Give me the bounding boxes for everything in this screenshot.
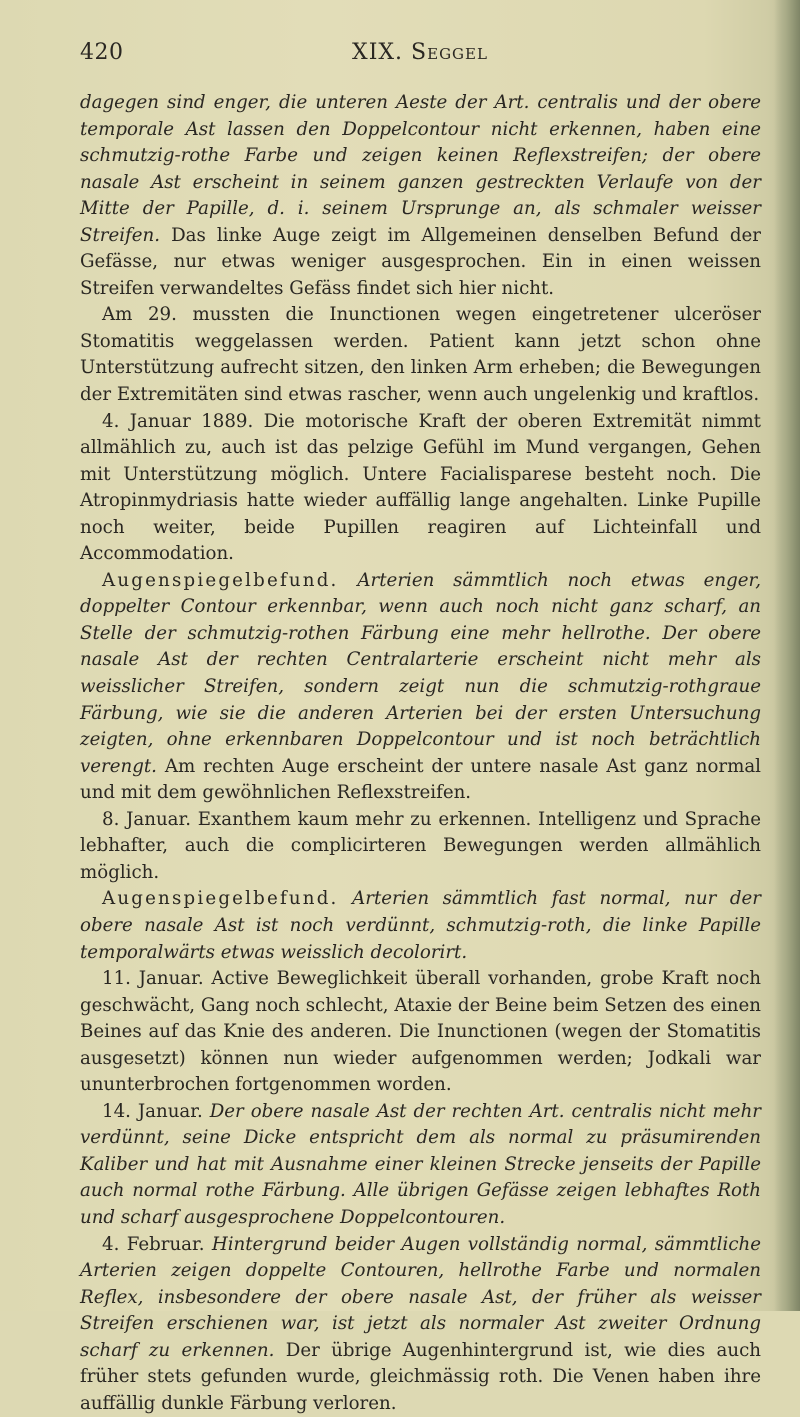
text-span: 4. Februar.: [102, 1233, 212, 1255]
spaced-heading: Augenspiegelbefund.: [102, 888, 339, 910]
body-text: [80, 90, 761, 1417]
paragraph: [80, 1232, 761, 1417]
spaced-heading: Augenspiegelbefund.: [102, 569, 339, 591]
text-span: Der übrige Augenhintergrund ist, wie dies auch früher stets gefunden wurde, gleichmässig roth. Die Venen haben ihre auffällig dunkle Färbung verloren.: [80, 1339, 761, 1414]
text-span: Am 29. mussten die Inunctionen wegen eingetretener ulceröser Stomatitis weggelassen werden. Patient kann jetzt schon ohne Unterstützung aufrecht sitzen, den linken Arm erheben; die Bewegungen der Extremitäten sind etwas rascher, wenn auch ungelenkig und kraftlos.: [80, 304, 761, 406]
paragraph: [80, 886, 761, 966]
page-edge-shadow: [774, 0, 800, 1311]
text-span: Das linke Auge zeigt im Allgemeinen denselben Befund der Gefässe, nur etwas weniger ausgesprochen. Ein in einen weissen Streifen verwandeltes Gefäss findet sich hier nicht.: [80, 224, 761, 299]
text-span: 11. Januar. Active Beweglichkeit überall vorhanden, grobe Kraft noch geschwächt, Gang noch schlecht, Ataxie der Beine beim Setzen des einen Beines auf das Knie des anderen. Die Inunctionen (wegen der Stomatitis ausgesetzt) können nun wieder aufgenommen werden; Jodkali war ununterbrochen fortgenommen worden.: [80, 968, 761, 1096]
italic-span: Hintergrund beider Augen vollständig normal, sämmtliche Arterien zeigen doppelte Contouren, hellrothe Farbe und normalen Reflex, insbesondere der obere nasale Ast, der früher als weisser Streifen erschienen war, ist jetzt als normaler Ast zweiter Ordnung scharf zu erkennen.: [80, 1233, 761, 1361]
italic-span: Arterien sämmtlich noch etwas enger, doppelter Contour erkennbar, wenn auch noch nicht ganz scharf, an Stelle der schmutzig-rothen Färbung eine mehr hellrothe. Der obere nasale Ast der rechten Centralarterie erscheint nicht mehr als weisslicher Streifen, sondern zeigt nun die schmutzig-rothgraue Färbung, wie sie die anderen Arterien bei der ersten Untersuchung zeigten, ohne erkennbaren Doppelcontour und ist noch beträchtlich verengt.: [80, 569, 761, 777]
paragraph: [80, 966, 761, 1099]
running-head: XIX. Seggel: [352, 40, 488, 65]
page-number: 420: [80, 40, 124, 65]
paragraph: [80, 409, 761, 568]
italic-span: dagegen sind enger, die unteren Aeste der Art. centralis und der obere temporale Ast lassen den Doppelcontour nicht erkennen, haben eine schmutzig-rothe Farbe und zeigen keinen Reflexstreifen; der obere nasale Ast erscheint in seinem ganzen gestreckten Verlaufe von der Mitte der Papille, d. i. seinem Ursprunge an, als schmaler weisser Streifen.: [80, 92, 761, 246]
italic-span: Der obere nasale Ast der rechten Art. centralis nicht mehr verdünnt, seine Dicke entspricht dem als normal zu präsumirenden Kaliber und hat mit Ausnahme einer kleinen Strecke jenseits der Papille auch normal rothe Färbung. Alle übrigen Gefässe zeigen lebhaftes Roth und scharf ausgesprochene Doppelcontouren.: [80, 1100, 761, 1228]
paragraph: [80, 90, 761, 302]
text-span: [339, 570, 358, 591]
page-header: [80, 40, 760, 76]
text-span: 4. Januar 1889. Die motorische Kraft der oberen Extremität nimmt allmählich zu, auch ist das pelzige Gefühl im Mund vergangen, Gehen mit Unterstützung möglich. Untere Facialisparese besteht noch. Die Atropinmydriasis hatte wieder auffällig lange angehalten. Linke Pupille noch weiter, beide Pupillen reagiren auf Lichteinfall und Accommodation.: [80, 410, 761, 565]
italic-span: Arterien sämmtlich fast normal, nur der obere nasale Ast ist noch verdünnt, schmutzig-roth, die linke Papille temporalwärts etwas weisslich decolorirt.: [80, 888, 761, 963]
text-span: 8. Januar. Exanthem kaum mehr zu erkennen. Intelligenz und Sprache lebhafter, auch die complicirteren Bewegungen werden allmählich möglich.: [80, 808, 761, 883]
paragraph: [80, 568, 761, 807]
text-span: Am rechten Auge erscheint der untere nasale Ast ganz normal und mit dem gewöhnlichen Reflexstreifen.: [80, 755, 761, 804]
text-span: [339, 888, 353, 909]
paragraph: [80, 807, 761, 887]
paragraph: [80, 302, 761, 408]
paragraph: [80, 1099, 761, 1232]
text-span: 14. Januar.: [102, 1100, 210, 1122]
